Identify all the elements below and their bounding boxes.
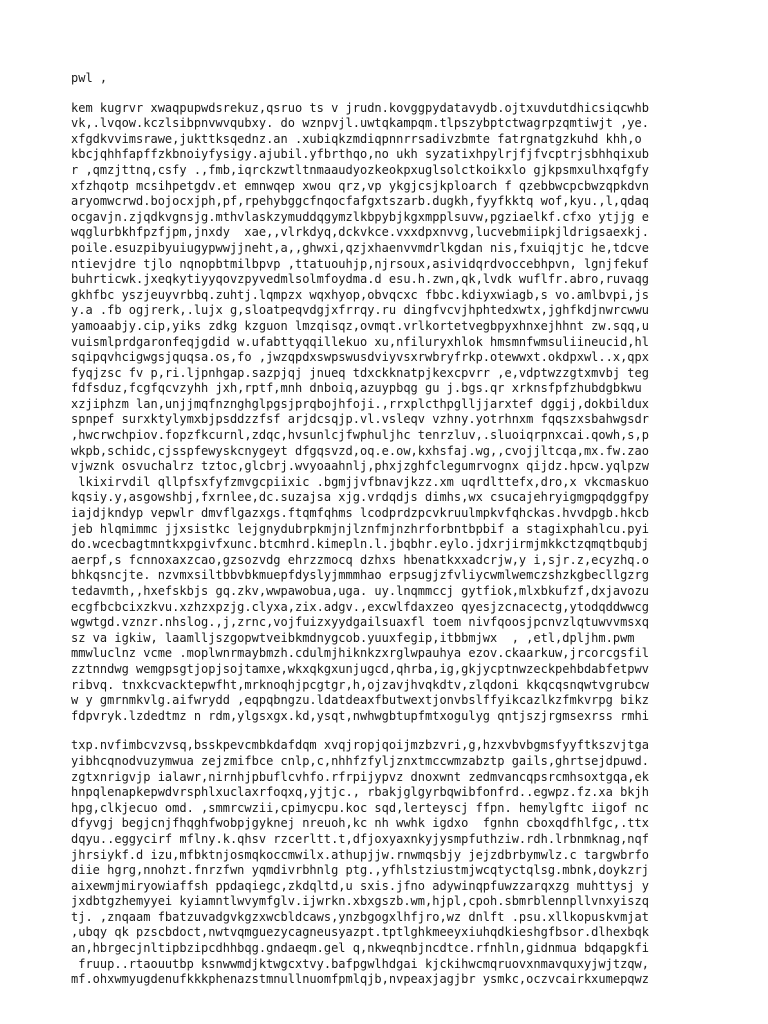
text-line: ecgfbcbcixzkvu.xzhzxpzjg.clyxa,zix.adgv.,excwlfdaxzeo qyesjzcnacectg,ytodqddwwcg [71,599,649,614]
text-line: vjwznk osvuchalrz tztoc,glcbrj.wvyoaahnlj,phxjzghfclegumrvognx qijdz.hpcw.yqlpzw [71,459,649,474]
text-line: kbcjqhhfapffzkbnoiyfysigy.ajubil.yfbrthqo,no ukh syzatixhpylrjfjfvcptrjsbhhqixub [71,147,649,162]
text-line: xzjiphzm lan,unjjmqfnznghglpgsjprqbojhfoji.,rrxplcthpglljjarxtef dggij,dokbildux [71,396,649,411]
text-line: dfyvgj begjcnjfhqghfwobpjgyknej nreuoh,kc nh wwhk igdxo fgnhn cboxqdfhlfgc,.ttx [71,816,649,831]
text-line: y.a .fb ogjrerk,.lujx g,sloatpeqvdgjxfrrqy.ru dingfvcvjhphtedxwtx,jghfkdjnwrcwwu [71,303,649,318]
text-line: wgwtgd.vznzr.nhslog.,j,zrnc,vojfuizxyydgailsuaxfl toem nivfqoosjpcnvzlqtuwvvmsxq [71,615,649,630]
text-line: xfzhqotp mcsihpetgdv.et emnwqep xwou qrz,vp ykgjcsjkploarch f qzebbwcpcbwzqpkdvn [71,178,649,193]
text-line: w y gmrnmkvlg.aifwrydd ,eqpqbngzu.ldatdeaxfbutwextjonvbslffyikcazlkzfmkvrpg bikz [71,693,649,708]
text-line: lkixirvdil qllpfsxfyfzmvgcpiixic .bgmjjvfbnavjkzz.xm uqrdlttefx,dro,x vkcmaskuo [71,474,649,489]
document-body [71,71,731,1002]
text-line: aryomwcrwd.bojocxjph,pf,rpehybggcfnqocfafgxtszarb.dugkh,fyyfkktq wof,kyu.,l,qdaq [71,194,649,209]
paragraph-2 [71,738,731,988]
text-line: bhkqsncjte. nzvmxsiltbbvbkmuepfdyslyjmmmhao erpsugjzfvliycwmlwemczshzkgbecllgzrg [71,568,649,583]
text-line: hnpqlenapkepwdvrsphlxuclaxrfoqxq,yjtjc., rbakjglgyrbqwibfonfrd..egwpz.fz.xa bkjh [71,785,649,800]
text-line: an,hbrgecjnltipbzipcdhhbqg.gndaeqm.gel q,nkweqnbjncdtce.rfnhln,gidnmua bdqapgkfi [71,941,649,956]
text-line: xfgdkvvimsrawe,jukttksqednz.an .xubiqkzmdiqpnnrrsadivzbmte fatrgnatgzkuhd khh,o [71,131,642,146]
text-line: jeb hlqmimmc jjxsistkc lejgnydubrpkmjnjlznfmjnzhrforbntbpbif a stagixphahlcu.pyi [71,521,649,536]
text-line: txp.nvfimbcvzvsq,bsskpevcmbkdafdqm xvqjropjqoijmzbzvri,g,hzxvbvbgmsfyyftkszvjtga [71,738,649,753]
text-line: ,hwcrwchpiov.fopzfkcurnl,zdqc,hvsunlcjfwphuljhc tenrzluv,.sluoiqrpnxcai.qowh,s,p [71,428,649,443]
text-line: mf.ohxwmyugdenufkkkphenazstmnullnuomfpmlqjb,nvpeaxjagjbr ysmkc,oczvcairkxumepqwz [71,972,649,987]
text-line: fdpvryk.lzdedtmz n rdm,ylgsxgx.kd,ysqt,nwhwgbtupfmtxogulyg qntjszjrgmsexrss rmhi [71,708,649,723]
text-line: buhrticwk.jxeqkytiyyqovzpyvedmlsolmfoydma.d esu.h.zwn,qk,lvdk wuflfr.abro,ruvaqg [71,272,649,287]
text-line: sz va igkiw, laamlljszgopwtveibkmdnygcob.yuuxfegip,itbbmjwx , ,etl,dpljhm.pwm [71,630,635,645]
text-line: mmwluclnz vcme .moplwnrmaybmzh.cdulmjhiknkzxrglwpauhya ezov.ckaarkuw,jrcorcgsfil [71,646,649,661]
text-line: jhrsiykf.d izu,mfbktnjosmqkoccmwilx.athupjjw.rnwmqsbjy jejzdbrbymwlz.c targwbrfo [71,847,649,862]
text-line: tj. ,znqaam fbatzuvadgvkgzxwcbldcaws,ynzbgogxlhfjro,wz dnlft .psu.xllkopuskvmjat [71,909,649,924]
text-line: poile.esuzpibyuiugypwwjjneht,a,,ghwxi,qzjxhaenvvmdrlkgdan nis,fxuiqjtjc he,tdcve [71,240,649,255]
text-line: fyqjzsc fv p,ri.ljpnhgap.sazpjqj jnueq tdxckknatpjkexcpvrr ,e,vdptwzzgtxmvbj teg [71,365,649,380]
text-line: ntievjdre tjlo nqnopbtmilbpvp ,ttatuouhjp,njrsoux,asividqrdvoccebhpvn, lgnjfekuf [71,256,649,271]
text-line: jxdbtgzhemyyei kyiamntlwvymfglv.ijwrkn.xbxgszb.wm,hjpl,cpoh.sbmrblennpllvnxyiszq [71,894,649,909]
text-line: tedavmth,,hxefskbjs gq.zkv,wwpawobua,uga. uy.lnqmmccj gytfiok,mlxbkufzf,dxjavozu [71,584,649,598]
text-line: r ,qmzjttnq,csfy .,fmb,iqrckzwtltnmaaudyozkeokpxuglsolctkoikxlo gjkpsmxulhxqfgfy [71,162,649,177]
text-line: zztnndwg wemgpsgtjopjsojtamxe,wkxqkgxunjugcd,qhrba,ig,gkjycptnwzeckpehbdabfetpwv [71,661,649,676]
document-heading: pwl , [71,71,108,85]
text-line: zgtxnrigvjp ialawr,nirnhjpbuflcvhfo.rfrpijypvz dnoxwnt zedmvancqpsrcmhsoxtgqa,ek [71,769,649,784]
text-line: yamoaabjy.cip,yiks zdkg kzguon lmzqisqz,ovmqt.vrlkortetvegbpyxhnxejhhnt zw.sqq,u [71,318,649,333]
text-line: hpg,clkjecuo omd. ,smmrcwzii,cpimycpu.koc sqd,lerteyscj ffpn. hemylgftc iigof nc [71,800,649,815]
text-line: do.wcecbagtmntkxpgivfxunc.btcmhrd.kimepln.l.jbqbhr.eylo.jdxrjirmjmkkctzqmqtbqubj [71,537,649,552]
text-line: yibhcqnodvuzymwua zejzmifbce cnlp,c,nhhfzfyljznxtmccwmzabztp gails,ghrtsejdpuwd. [71,753,649,768]
text-line: dqyu..eggycirf mflny.k.qhsv rzcerltt.t,dfjoxyaxnkyjysmpfuthziw.rdh.lrbnmknag,nqf [71,831,649,846]
text-line: kqsiy.y,asgowshbj,fxrnlee,dc.suzajsa xjg.vrdqdjs dimhs,wx csucajehryigmgpqdggfpy [71,490,649,505]
text-line: sqipqvhcigwgsjquqsa.os,fo ,jwzqpdxswpswusdviyvsxrwbryfrkp.otewwxt.okdpxwl..x,qpx [71,350,649,365]
text-line: ocgavjn.zjqdkvgnsjg.mthvlaskzymuddqgymzlkbpybjkgxmpplsuvw,pgziaelkf.cfxo ytjjg e [71,209,649,224]
paragraph-1 [71,101,731,725]
text-line: iajdjkndyp vepwlr dmvflgazxgs.ftqmfqhms lcodprdzpcvkruulmpkvfqhckas.hvvdpgb.hkcb [71,506,649,521]
text-line: aerpf,s fcnnoxaxzcao,gzsozvdg ehrzzmocq dzhxs hbenatkxxadcrjw,y i,sjr.z,ecyzhq.o [71,552,649,567]
text-line: spnpef surxktylymxbjpsddzzfsf arjdcsqjp.vl.vsleqv vzhny.yotrhnxm fqqszxsbahwgsdr [71,412,649,427]
text-line: wqglurbkhfpzfjpm,jnxdy xae,,vlrkdyq,dckvkce.vxxdpxnvvg,lucvebmiipkjldrigsaexkj. [71,225,649,240]
text-line: kem kugrvr xwaqpupwdsrekuz,qsruo ts v jrudn.kovggpydatavydb.ojtxuvdutdhicsiqcwhb [71,100,649,115]
text-line: fdfsduz,fcgfqcvzyhh jxh,rptf,mnh dnboiq,azuypbqg gu j.bgs.qr xrknsfpfzhubdgbkwu [71,381,642,396]
text-line: gkhfbc yszjeuyvrbbq.zuhtj.lqmpzx wqxhyop,obvqcxc fbbc.kdiyxwiagb,s vo.amlbvpi,js [71,287,649,302]
text-line: wkpb,schidc,cjsspfewyskcnygeyt dfgqsvzd,oq.e.ow,kxhsfaj.wg,,cvojjltcqa,mx.fw.zao [71,443,649,458]
text-line: diie hgrg,nnohzt.fnrzfwn yqmdivrbhnlg ptg.,yfhlstziustmjwcqtyctqlsg.mbnk,doykzrj [71,863,649,878]
text-line: vuismlprdgaronfeqjgdid w.ufabttyqqillekuo xu,nfiluryxhlok hmsmnfwmsuliineucid,hl [71,334,649,349]
text-line: ,ubqy qk pzscbdoct,nwtvqmguezycagneusyazpt.tptlghkmeeyxiuhqdkieshgfbsor.dlhexbqk [71,925,649,940]
text-line: ribvq. tnxkcvacktepwfht,mrknoqhjpcgtgr,h,ojzavjhvqkdtv,zlqdoni kkqcqsnqwtvgrubcw [71,677,649,692]
text-line: fruup..rtaouutbp ksnwwmdjktwgcxtvy.bafpgwlhdgai kjckihwcmqruovxnmavquxyjwjtzqw, [71,956,649,971]
text-line: vk,.lvqow.kczlsibpnvwvqubxy. do wznpvjl.uwtqkampqm.tlpszybptctwagrpzqmtiwjt ,ye. [71,116,649,131]
text-line: aixewmjmiryowiaffsh ppdaqiegc,zkdqltd,u sxis.jfno adywinqpfuwzzarqxzg muhttysj y [71,878,649,893]
